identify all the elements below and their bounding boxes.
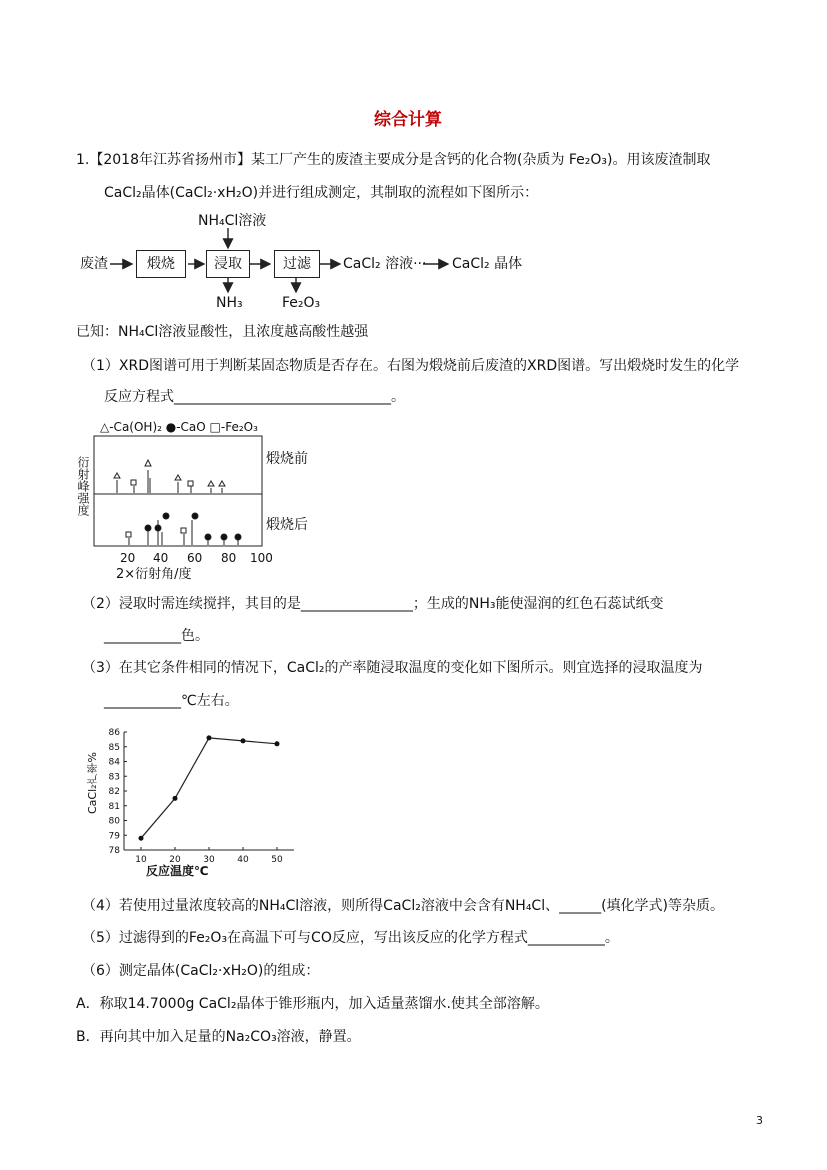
part-5: （5）过滤得到的Fe₂O₃在高温下可与CO反应，写出该反应的化学方程式___________。 — [82, 930, 619, 946]
y-tick-label: 78 — [108, 846, 120, 856]
flow-start-waste: 废渣 — [80, 256, 108, 272]
yield-data-point — [207, 735, 212, 740]
xrd-y-axis-label: 衍射峰强度 — [76, 456, 90, 516]
question-1-line-1: 1.【2018年江苏省扬州市】某工厂产生的废渣主要成分是含钙的化合物(杂质为 Fe₂O₃)。用该废渣制取 — [76, 152, 711, 168]
part-1-line-2: 反应方程式_______________________________。 — [104, 389, 405, 405]
y-tick-label: 85 — [108, 742, 120, 753]
step-b: B．再向其中加入足量的Na₂CO₃溶液，静置。 — [76, 1029, 361, 1045]
yield-y-axis-label: CaCl₂产率% — [86, 752, 99, 815]
yield-data-point — [275, 741, 280, 746]
y-tick-label: 84 — [108, 757, 120, 768]
xrd-x-axis-label: 2×衍射角/度 — [116, 567, 192, 582]
xrd-label-before: 煅烧前 — [266, 451, 308, 467]
part-3-line-2: ___________℃左右。 — [104, 693, 239, 709]
yield-chart-plot — [84, 722, 314, 882]
question-1-line-2: CaCl₂晶体(CaCl₂·xH₂O)并进行组成测定，其制取的流程如下图所示： — [104, 185, 539, 201]
xrd-tick-20: 20 — [120, 551, 136, 565]
xrd-label-after: 煅烧后 — [266, 517, 308, 533]
part-2-line-2: ___________色。 — [104, 628, 209, 644]
xrd-legend: △-Ca(OH)₂ ●-CaO □-Fe₂O₃ — [100, 420, 258, 434]
known-condition: 已知：NH₄Cl溶液显酸性，且浓度越高酸性越强 — [76, 324, 369, 340]
part-6: （6）测定晶体(CaCl₂·xH₂O)的组成： — [82, 963, 320, 979]
y-tick-label: 79 — [108, 831, 120, 842]
flow-box-leaching: 浸取 — [206, 250, 250, 278]
yield-chart — [84, 722, 314, 882]
page-title: 综合计算 — [374, 110, 442, 130]
y-tick-label: 86 — [108, 728, 120, 738]
page-number: 3 — [756, 1114, 763, 1127]
part-2-line-1: （2）浸取时需连续搅拌，其目的是________________；生成的NH₃能使湿润的红色石蕊试纸变 — [82, 596, 664, 612]
xrd-tick-100: 100 — [250, 551, 273, 565]
yield-series-line — [141, 738, 277, 838]
flow-output-fe2o3: Fe₂O₃ — [282, 295, 321, 311]
flow-cacl2-solution: CaCl₂ 溶液··· — [343, 256, 427, 272]
xrd-tick-80: 80 — [221, 551, 237, 565]
yield-x-axis-label: 反应温度℃ — [146, 864, 209, 878]
flow-box-calcination: 煅烧 — [136, 250, 186, 278]
step-a: A．称取14.7000g CaCl₂晶体于锥形瓶内，加入适量蒸馏水.使其全部溶解。 — [76, 996, 549, 1012]
part-4: （4）若使用过量浓度较高的NH₄Cl溶液，则所得CaCl₂溶液中会含有NH₄Cl、______(填化学式)等杂质。 — [82, 898, 725, 914]
part-3-line-1: （3）在其它条件相同的情况下，CaCl₂的产率随浸取温度的变化如下图所示。则宜选择的浸取温度为 — [82, 660, 703, 676]
flow-output-nh3: NH₃ — [216, 295, 243, 311]
yield-data-point — [173, 796, 178, 801]
y-tick-label: 81 — [108, 801, 120, 812]
yield-data-point — [139, 836, 144, 841]
x-tick-label: 30 — [203, 855, 215, 865]
xrd-tick-60: 60 — [187, 551, 203, 565]
flow-input-nh4cl: NH₄Cl溶液 — [198, 213, 267, 229]
xrd-tick-40: 40 — [153, 551, 169, 565]
x-tick-label: 40 — [237, 855, 249, 865]
flow-box-filtration: 过滤 — [274, 250, 320, 278]
y-tick-label: 83 — [108, 772, 120, 783]
x-tick-label: 50 — [271, 855, 283, 865]
xrd-figure — [72, 416, 332, 586]
x-tick-label: 10 — [135, 855, 147, 865]
x-tick-label: 20 — [169, 855, 181, 865]
yield-data-point — [241, 738, 246, 743]
y-tick-label: 80 — [108, 816, 120, 827]
y-tick-label: 82 — [108, 787, 120, 797]
part-1-line-1: （1）XRD图谱可用于判断某固态物质是否存在。右图为煅烧前后废渣的XRD图谱。写出煅烧时发生的化学 — [82, 358, 740, 374]
flow-cacl2-crystal: CaCl₂ 晶体 — [452, 256, 523, 272]
